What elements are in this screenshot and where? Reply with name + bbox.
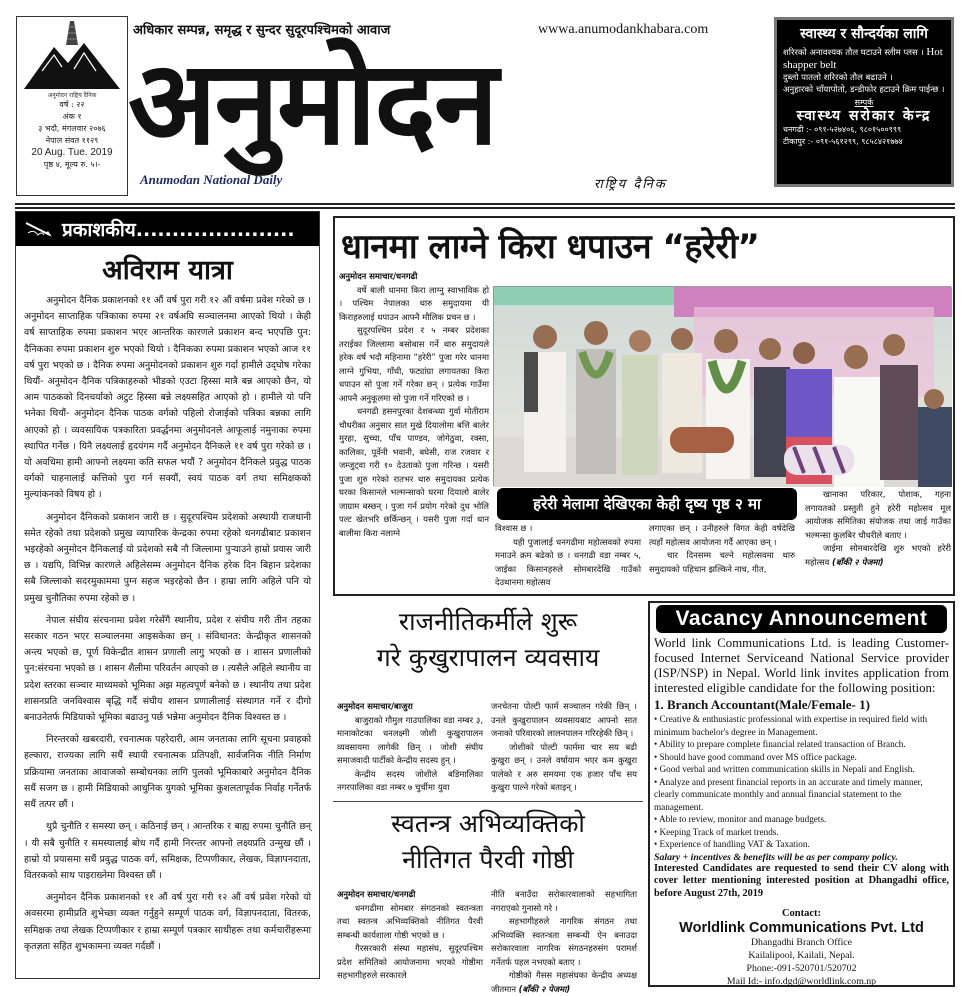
seminar-story-headline (333, 806, 643, 878)
nepali-date: ३ भदौ, मंगलवार २०७६ (38, 124, 106, 133)
story-paragraph: जनचेतना पोल्टी फार्म सञ्चालन गरेकी छिन् । उनले कुखुरापालन व्यवसायबाट आफ्नो सात जनाको परिवारको लालनपालन गरिरहेकी छिन् । (491, 701, 637, 738)
story-paragraph: सहभागीहरुले नागरिक संगठन तथा अभिव्यक्ति स्वतन्त्रता सम्बन्धी ऐन बनाउदा सरोकारवाला नागरिक संगठनहरुसंग परामर्श गर्नेतर्फ पहल नभएको बताए । (491, 916, 637, 967)
vacancy-apply-note: Interested Candidates are requested to send their CV along with cover letter mentioning interested position at Dhangadhi office, before August 27th, 2019 (654, 862, 949, 899)
vacancy-contact-label: Contact: (781, 908, 822, 919)
headline-line: राजनीतिकर्मीले शुरू (398, 607, 578, 636)
requirement-item: • Experience of handling VAT & Taxation. (654, 838, 949, 851)
poultry-story-headline (333, 604, 643, 676)
main-story-paragraph: विश्वास छ । (495, 523, 533, 533)
newspaper-subtitle: राष्ट्रिय दैनिक (594, 177, 667, 192)
photo-caption: हरेरी मेलामा देखिएका केही दृष्य पृष्ठ २ मा (497, 488, 797, 520)
main-story (333, 216, 955, 596)
ad-phone-numbers: ०९१-५६१२९९, ९८५८४२१७७४ (815, 137, 903, 146)
requirement-item: • Keeping Track of market trends. (654, 826, 949, 839)
main-story-paragraph: खानाका परिकार, पोशाक, गहना लगायतको प्रस्तुती हुने हरेरी महोत्सव मूल आयोजक समितिका संयोजक तथा जाई गाउँका भल्मन्सा कुलबिर चौधरीले बताए । (805, 489, 951, 540)
vacancy-phone: Phone:-091-520701/520702 (746, 963, 857, 974)
mountain-logo-icon (22, 19, 122, 93)
main-story-column-3 (649, 522, 795, 576)
seminar-story-column-1 (337, 888, 483, 983)
ad-contact-label: सम्पर्क (854, 98, 874, 107)
headline-line: गरे कुखुरापालन व्यवसाय (376, 643, 600, 672)
page-price: पृष्ठ ४, मूल्य रु. ५।- (43, 160, 101, 169)
website-link[interactable]: wwwa.anumodankhabara.com (538, 22, 709, 37)
masthead-slogan: अधिकार सम्पन्न, समृद्ध र सुन्दर सुदूरपश्चिमको आवाज (133, 23, 391, 38)
requirement-item: • Good verbal and written communication skills in Nepali and English. (654, 763, 949, 776)
nepal-sambat: नेपाल संवत ११२९ (45, 136, 99, 145)
vacancy-intro: World link Communications Ltd. is leading Customer-focused Internet Serviceand National Service provider (ISP/NSP) in Nepal. World link invites application from interested eligible candidate for the following position: (654, 636, 949, 695)
headline-line: नीतिगत पैरवी गोष्ठी (402, 845, 574, 874)
vacancy-position: 1. Branch Accountant(Male/Female- 1) (654, 697, 870, 712)
festival-photo (493, 286, 951, 486)
ad-line-1: शरिरको अनावश्यक तौल घटाउने स्लीम प्लस । (783, 48, 924, 58)
editorial-column (15, 211, 320, 979)
poultry-story-column-1 (337, 700, 483, 795)
main-story-headline: धानमा लाग्ने किरा धपाउन “हरेरी” (341, 227, 760, 267)
editorial-paragraph: अनुमोदन दैनिक प्रकाशनको ११ औं वर्ष पुरा गरी १२ औं वर्ष प्रवेश गरेको यो अवसरमा हामीप्रति शुभेच्छा व्यक्त गर्नुहुने सम्पूर्ण पाठक वर्ग, विज्ञापनदाता, वितरक, समिक्षक तथा लेखक टिप्पणीकार र हाम्रा सम्पूर्ण पत्रकार साथीहरू तथा कर्मचारीहरूमा कृतज्ञता सहित शुभकामना व्यक्त गर्दछौं । (24, 892, 311, 952)
editorial-section-header (16, 212, 319, 246)
story-paragraph: केन्द्रीय सदस्य जोशीले बडिमालिका नगरपालिका वडा नम्बर ७ चुर्चीमा युवा (337, 768, 483, 792)
editorial-paragraph: थुप्रै चुनौति र समस्या छन् । कठिनाई छन् । आन्तरिक र बाह्य रुपमा चुनौति छन् । यी सबै चुनौति र समस्यालाई बोध गर्दै हामी निरन्तर आफ्नो लक्ष्यप्रति उन्मुख छौं । हाम्रो यो प्रयासमा सधैं प्रवुद्ध पाठक वर्ग, समिक्षक, टिप्पणीकार, लेखक, विज्ञापनदाता, वितरकको साथ पाइराख्नेमा विश्वस्त छौं । (24, 821, 311, 881)
editorial-paragraph: निरन्तरको खबरदारी, रचनात्मक पहरेदारी, आम जनताका लागि सूचना प्रवाहको हल्कारा, राज्यका लागि सधैं स्थायी रचनात्मक प्रतिपक्षी, सार्वजनिक नीति निर्माण प्रक्रियामा जनताका आवाजको सम्बोधनका लागि पुलको भूमिकाबारे अनुमोदन दैनिक सधैं सजग छ । हामी मिडियाको आधुनिक युगको भूमिका कुशलतापूर्वक निर्वाह गर्नेतर्फ सधैं तत्पर छौं । (24, 734, 311, 811)
main-story-paragraph: चार दिनसम्म चल्ने महोत्सवमा थारु समुदायको पहिचान झल्किने नाच, गीत, (649, 550, 795, 574)
vacancy-branch: Dhangadhi Branch Office (750, 937, 853, 948)
story-paragraph: गैरसरकारी संस्था महासंघ, सुदूरपश्चिम प्रदेश समितिको आयोजनामा भएको गोष्ठीमा सहभागीहरुले सरकारले (337, 943, 483, 980)
issue-year: वर्ष : २२ (59, 100, 85, 109)
newspaper-english-name: Anumodan National Daily (140, 172, 283, 187)
poultry-story-column-2 (491, 700, 637, 795)
story-paragraph: धनगढीमा सोमबार संगठनको स्वतन्त्रता तथा स्वतन्त्र अभिव्यक्तिको नीतिगत पैरवी सम्बन्धी कार्यशाला गोष्ठी भएको छ । (337, 902, 483, 940)
editorial-paragraph: अनुमोदन दैनिकको प्रकाशन जारी छ । सुदूरपश्चिम प्रदेशको अस्थायी राजधानी समेत रहेको तथा प्रदेशको प्रमुख व्यापारिक केन्द्रका रुपमा रहेको धनगढीबाट प्रकाशन भइरहेको अनुमोदन दैनिकलाई यो प्रदेशको सबै नौ जिल्लामा पुऱ्याउने हाम्रो प्रयास जारी छ । यद्यपि, विभिन्न कारणले अहिलेसम्म अनुमोदन दैनिक हरेक दिन बिहान प्रदेशका सबै जिल्लाको सदरमुकाममा पुग्न सहज भइरहेको छैन । हाम्रा लागि अहिले पनि यो प्रमुख चुनौतिका रुपमा रहेको छ । (24, 511, 311, 604)
main-story-column-4 (805, 488, 951, 569)
editorial-body (16, 293, 319, 955)
requirement-item: • Creative & enthusiastic professional with expertise in required field with minimum bachelor's degree in Management. (654, 713, 949, 738)
story-paragraph (491, 969, 637, 996)
vacancy-address: Kailalipool, Kailali, Nepal. (748, 950, 855, 961)
ad-phone-row: टीकापुर :- ०९१-५६१२९९, ९८५८४२१७७४ (783, 137, 903, 146)
masthead-logo-box (16, 16, 128, 196)
vacancy-email[interactable]: Mail Id:- info.dgd@worldlink.com.np (726, 976, 877, 987)
ad-line-2: दुब्लो पातलो शरिरको तौल बढाउने । (783, 73, 893, 83)
ad-body (783, 46, 945, 96)
english-date: 20 Aug. Tue. 2019 (31, 147, 113, 158)
main-story-paragraph: सुदूरपश्चिम प्रदेश र ५ नम्बर प्रदेशका तराईका जिल्लामा बसोबास गर्ने थारु समुदायले हरेक वर्ष भदौ महिनामा “हरेरी” पुजा गरेर धानमा लाग्ने गुभिया, गाँधी, फट्यांग्रा लगायतका किरा धपाउन सो पुजा गर्ने गरेका छन् । प्रत्येक गाउँमा आफ्नै अनुकूलमा सो पुजा गर्ने गरिएको छ । (339, 325, 489, 403)
main-story-text: जाईमा सोमबारदेखि शुरु भएको हरेरी महोत्सव (805, 543, 951, 567)
main-story-paragraph: धनगढी हसनपुरका देशबन्ध्या गुर्वा मोतीराम चौधरीका अनुसार सात मुखे दियालोमा बत्ति बालेर मुरहा, सुच्चा, पाँच पाण्डव, जोगेठुवा, रक्सा, कालिका, पूर्वेनी भवानी, बघेसी, राज रजवार र जम्जुट्वा गरी १० देउताको पुजा गरिन्छ । यसरी पुजा शुरु गरेको रातभर थारु समुदायका प्रत्येक घरका किसानले भल्मन्साको घरमा दियालो बालेर जाग्राम बस्छन् । पुजा गर्न प्रयोग गरेको दुध भोलि पल्ट खेतभरि छर्किन्छन् । यसरी पुजा गर्दा धान बालीमा किरा नलाग्ने (339, 406, 489, 538)
main-story-byline: अनुमोदन समाचार/धनगढी (339, 271, 418, 281)
seminar-story-byline: अनुमोदन समाचार/धनगढी (337, 889, 416, 899)
vacancy-salary-note: Salary + incentives & benefits will be as per company policy. (654, 851, 898, 863)
main-story-paragraph: वर्षे बाली धानमा किरा लाग्नु स्वाभाविक हो । पश्चिम नेपालका थारु समुदायमा यी किराहरुलाई धपाउन आफ्नै मौलिक प्रचन छ । (339, 284, 489, 322)
requirement-item: • Ability to prepare complete financial related transaction of Branch. (654, 738, 949, 751)
ad-organization: स्वास्थ्य सरोकार केन्द्र (796, 108, 932, 124)
story-divider (333, 801, 643, 802)
poultry-story (333, 604, 643, 799)
continued-note: (बाँकी २ पेजमा) (832, 556, 884, 567)
seminar-story (333, 806, 643, 994)
story-paragraph: जोशीको पोल्टी फार्ममा चार सय बढी कुखुरा छन् । उनले वर्षायाम भएर कम कुखुरा पालेको र अरु समयमा एक हजार पाँच सय कुखुरा पाल्ने गरेको बताइन् । (491, 741, 637, 792)
main-story-column-2 (495, 522, 641, 590)
story-text: गोष्ठीको गैसस महासंघका केन्द्रीय अध्यक्ष जीतमान (491, 970, 637, 994)
main-story-paragraph: यही पुजालाई धनगढीमा महोत्सवको रुपमा मनाउने क्रम बढेको छ । धनगढी वडा नम्बर ५, जाईका किसानहरुले सोमबारदेखि गाउँको देउथानमा महोत्सव (495, 536, 641, 587)
vacancy-requirements (654, 713, 949, 851)
ad-phone-row: धनगढी :- ०९१-५२७४०६, ९८०१५००९९९ (783, 125, 902, 134)
ad-phone-place: टीकापुर (783, 137, 806, 146)
requirement-item: • Should have good command over MS office package. (654, 751, 949, 764)
vacancy-announcement (648, 601, 955, 987)
vacancy-title: Vacancy Announcement (656, 605, 947, 633)
ad-heading: स्वास्थ्य र सौन्दर्यका लागि (800, 26, 928, 42)
masthead-divider (15, 203, 955, 209)
editorial-paragraph: नेपाल संघीय संरचनामा प्रवेश गरेसँगै स्थानीय, प्रदेश र संघीय गरी तीन तहका सरकार गठन भएर सञ्चालनमा आइसकेका छन् । संविधानत: केन्द्रीकृत शासनको अन्त्य भएको छ, पूर्ण विकेन्द्रीत शासन प्रणाली लागु भएको छ । शासन प्रणालीको पुन:संरचना भएको छ । शासन शैलीमा परिवर्तन आएको छ । त्यसैले अहिले स्थानीय वा प्रदेश स्तरका सञ्चार माध्यमको भूमिका अझ महत्वपूर्ण बनेको छ । स्थानीय तथा प्रदेश शासनप्रति जनविश्वास बृद्धि गर्दै संघीय शासन प्रणालीलाई संस्थागत गर्ने र दीगो बनाउनेतर्फ मिडियाको भूमिका बढाउनु पर्छ भन्नेमा अनुमोदन दैनिक विश्वस्त छ । (24, 614, 311, 724)
ad-phone-numbers: ०९१-५२७४०६, ९८०१५००९९९ (814, 125, 902, 134)
editorial-title: अविराम यात्रा (102, 255, 233, 286)
story-paragraph: बाजुराको गौमुल गाउपालिका वडा नम्बर ३, मानाकोटका धनलक्ष्मी जोशी कुखुरापालन व्यवसायमा लागेकी छिन् । जोशी संघीय समाजवादी पार्टीको केन्द्रीय सदस्य हुन् । (337, 714, 483, 765)
editorial-paragraph: अनुमोदन दैनिक प्रकाशनको ११ औं वर्ष पुरा गरी १२ औं वर्षमा प्रवेश गरेको छ । अनुमोदन साप्ताहिक पत्रिकाका रुपमा २१ वर्षअघि सञ्चालनमा आएको थियो । केही वर्ष साप्ताहिक रुपमा प्रकाशन भएर आन्तरिक कारणले प्रकाशन बन्द भएपछि पुन: दैनिकका रुपमा प्रकाशन शुरु भएको थियो । दैनिकका रुपमा प्रकाशन भएको आज ११ वर्ष पुरा भएको छ । दैनिक रुपमा अनुमोदनको प्रकाशन शुरु गर्दा हामीले उद्‌घोष गरेका थियौं- अनुमोदन दैनिक पत्रिकाहरुको भीडको एउटा हिस्सा मात्रै बन्न आएको छैन, यो आम पाठकको दिनचर्याको अटुट हिस्सा बन्ने लक्ष्यसहित आएको हो । हामीले यो पनि भनेका थियौं- अनुमोदन दैनिक पाठक वर्गको पहिलो रोजाईको पत्रिका बन्नका लागि आएको हो । व्यवसायिक पत्रकारिता प्रवर्द्धनमा अनुमोदनले आफूलाई नमुनाका रुपमा स्थापित गर्नेछ । यिनै लक्ष्यलाई हृदयंगम गर्दै अनुमोदन दैनिकले ११ वर्ष पुरा गरेको छ । यो अवधिमा हामी आफ्नो लक्ष्यमा कति सफल भयौं ? अनुमोदन दैनिकले प्रवुद्ध पाठक वर्गको चाहनालाई कत्तिको पुरा गर्न सक्यौं, स्वयं पाठक वर्ग तथा समिक्षकको मुल्यांकनको विषय हो । (24, 295, 311, 501)
issue-number: अंक १ (62, 112, 82, 121)
poultry-story-byline: अनुमोदन समाचार/बाजुरा (337, 701, 413, 711)
festival-photo-image (494, 287, 952, 487)
main-story-paragraph: लगाएका छन् । उनीहरुले विगत केही वर्षदेखि त्यहाँ महोत्सव आयोजना गर्दै आएका छन् । (649, 523, 795, 547)
main-story-paragraph (805, 542, 951, 569)
logo-caption: अनुमोदन राष्ट्रिय दैनिक (47, 92, 97, 99)
ad-line-3: अनुहारको चाँयापोतो, डन्डीफोर हटाउने क्रिम पाईन्छ । (783, 85, 945, 95)
vacancy-company-name: Worldlink Communications Pvt. Ltd (679, 920, 924, 936)
editorial-section-label: प्रकाशकीय...................... (62, 219, 295, 241)
continued-note: (बाँकी २ पेजमा) (518, 983, 571, 994)
main-story-column-1 (339, 270, 489, 540)
story-paragraph: नीति बनाउँदा सरोकारवालाको सहभागिता नगराएको गुनासो गरे । (491, 889, 637, 913)
headline-line: स्वतन्त्र अभिव्यक्तिको (391, 809, 585, 838)
ad-line-1-english: Hot shapper belt (783, 46, 943, 71)
requirement-item: • Analyze and present financial reports in an accurate and timely manner, clearly communicate monthly and annual financial statement to the management. (654, 776, 949, 814)
newspaper-title: अनुमोदन (128, 36, 497, 171)
ad-phone-place: धनगढी (783, 125, 804, 134)
requirement-item: • Able to review, monitor and manage budgets. (654, 813, 949, 826)
seminar-story-column-2 (491, 888, 637, 996)
pen-writing-icon (24, 219, 54, 239)
health-advertisement (774, 17, 954, 187)
